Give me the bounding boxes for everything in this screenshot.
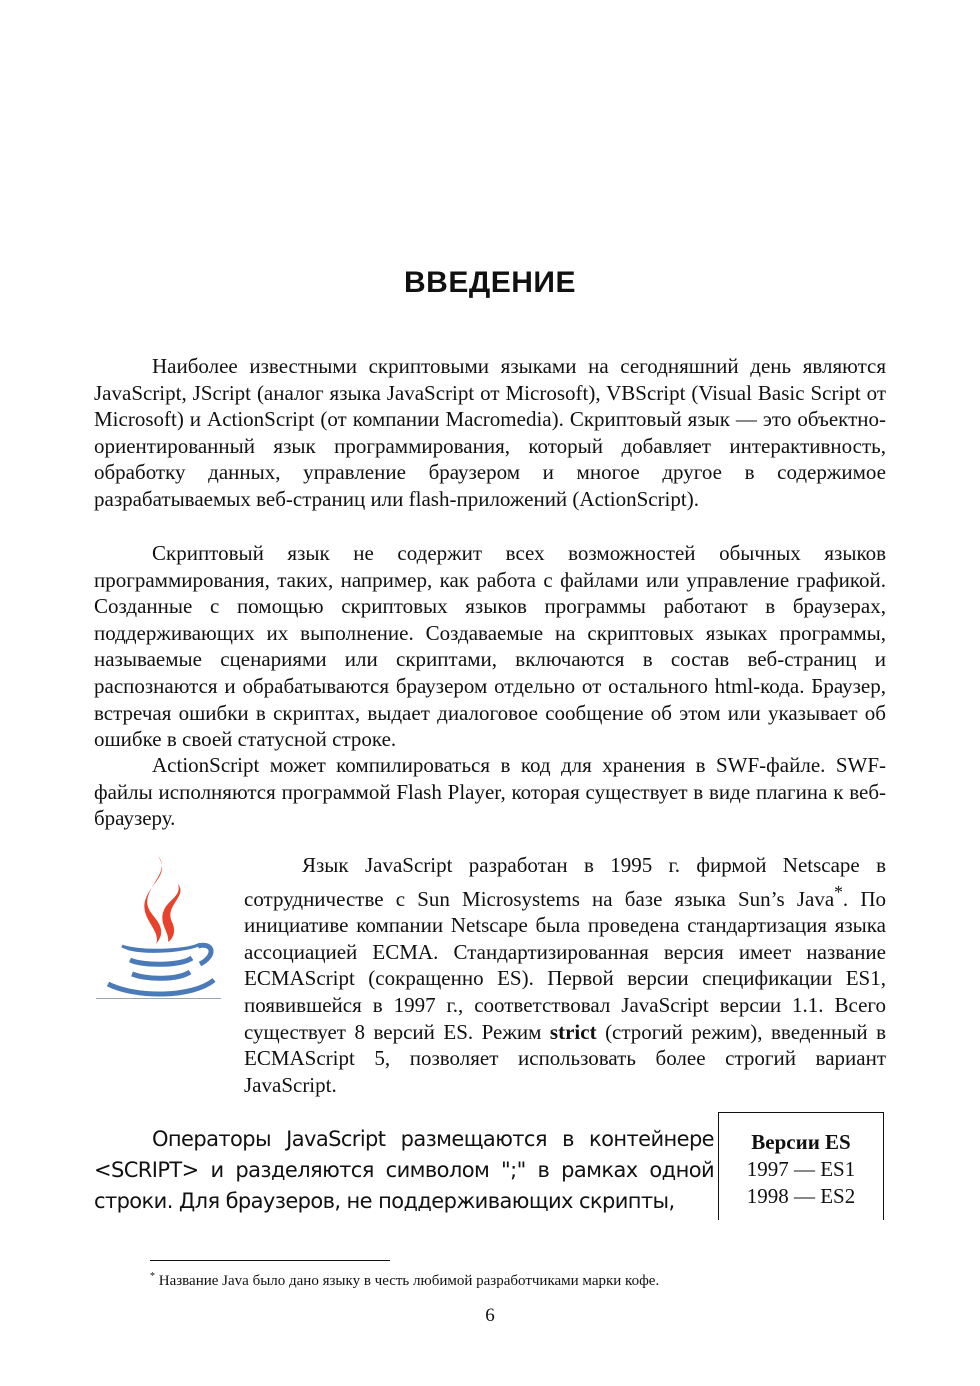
footnote-divider (150, 1260, 390, 1261)
java-saucer (108, 980, 214, 994)
es-version-row: 1997 — ES1 (746, 1157, 856, 1181)
paragraph-script-limits: Скриптовый язык не содержит всех возможностей обычных языков программирования, таких, например, как работа с файлами или управление графикой. Созданные с помощью скриптовых языков программы работают в браузерах, поддерживающих их выполнение. Создаваемые на скриптовых языках программы, называемые сценариями или скриптами, включаются в состав веб-страниц и распознаются и обрабатываются браузером отдельно от остального html-кода. Браузер, встречая ошибки в скриптах, выдает диалоговое сообщение об этом или указывает об ошибке в своей статусной строке. (94, 541, 886, 752)
footnote-reference: * (834, 881, 843, 902)
strict-keyword: strict (549, 1019, 597, 1044)
page-title: ВВЕДЕНИЕ (404, 266, 576, 299)
java-flame-large (144, 856, 162, 944)
paragraph-intro: Наиболее известными скриптовыми языками на сегодняшний день являются JavaScript, JScript (аналог языка JavaScript от Microsoft), VBScript (Visual Basic Script от Microsoft) и ActionScript (от компании Macromedia). Скриптовый язык — это объектно-ориентированный язык программирования, который добавляет интерактивность, обработку данных, управление браузером и многое другое в содержимое разрабатываемых веб-страниц или flash-приложений (ActionScript). (94, 354, 886, 511)
java-logo-icon (96, 852, 224, 1002)
paragraph-actionscript: ActionScript может компилироваться в код для хранения в SWF-файле. SWF-файлы исполняются программой Flash Player, которая существует в виде плагина к веб-браузеру. (94, 753, 886, 831)
java-cup-bottom (132, 972, 190, 978)
footnote (150, 1271, 659, 1290)
java-cup-handle (198, 945, 211, 964)
paragraph-javascript-history (244, 852, 886, 1098)
es-version-row: 1998 — ES2 (746, 1184, 856, 1208)
footnote-text: Название Java было дано языку в честь любимой разработчиками марки кофе. (158, 1273, 660, 1289)
paragraph-operators: Операторы JavaScript размещаются в контейнере <SCRIPT> и разделяются символом ";" в рамках одной строки. Для браузеров, не поддерживающих скрипты, (94, 1127, 714, 1213)
java-cup-middle (130, 958, 192, 964)
history-text-1: Язык JavaScript разработан в 1995 г. фирмой Netscape в сотрудничестве с Sun Microsystems на базе языка Sun’s Java (244, 853, 886, 911)
page-number: 6 (485, 1305, 495, 1326)
es-versions-title: Версии ES (751, 1130, 851, 1154)
es-versions-box (718, 1112, 884, 1220)
java-flame-small (162, 884, 180, 942)
history-text-3: (строгий режим), введенный в ECMAScript 5, позволяет использовать более строгий вариант JavaScript. (244, 1019, 887, 1097)
java-cup-top (122, 944, 200, 951)
footnote-mark: * (150, 1271, 155, 1282)
logo-divider (96, 998, 221, 999)
history-text-2: . По инициативе компании Netscape была проведена стандартизация языка ассоциацией ECMA. Стандартизированная версия имеет название ECMAScript (сокращенно ES). Первой версии спецификации ES1, появившейся в 1997 г., соответствовал JavaScript версии 1.1. Всего существует 8 версий ES. Режим (244, 886, 886, 1044)
